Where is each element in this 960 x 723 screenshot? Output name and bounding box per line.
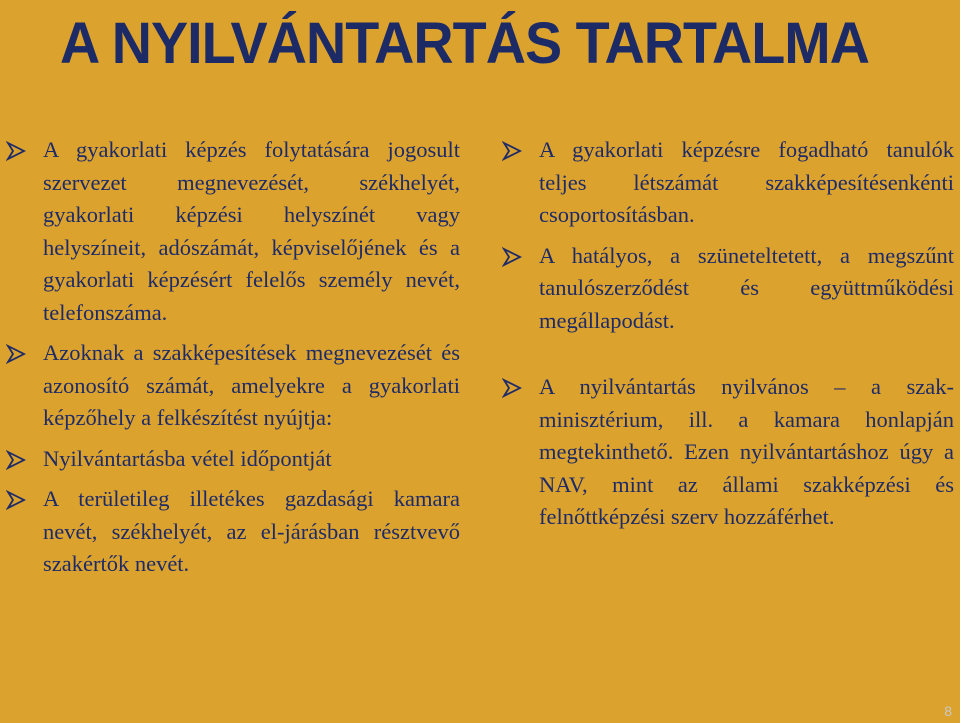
list-item	[6, 483, 460, 581]
list-item-text: A nyilvántartás nyilvános – a szak-minisztérium, ill. a kamara honlapján megtekinthető. Ezen nyilvántartáshoz úgy a NAV, mint az állami szakképzési és felnőttképzési szerv hozzáférhet.	[539, 374, 954, 529]
list-item-text: Nyilvántartásba vétel időpontját	[43, 445, 332, 471]
list-item-text: Azoknak a szakképesítések megnevezését és azonosító számát, amelyekre a gyakorlati képzőhely a felkészítést nyújtja:	[43, 340, 460, 430]
list-item-text: A gyakorlati képzés folytatására jogosult szervezet megnevezését, székhelyét, gyakorlati képzési helyszínét vagy helyszíneit, adószámát, képviselőjének és a gyakorlati képzésért felelős személy nevét, telefonszáma.	[43, 137, 460, 325]
slide-title: A NYILVÁNTARTÁS TARTALMA	[60, 11, 869, 76]
right-column	[502, 134, 954, 534]
arrowhead-bullet-icon	[6, 337, 28, 369]
list-item-text: A gyakorlati képzésre fogadható tanulók teljes létszámát szakképesítésenkénti csoportosításban.	[539, 137, 954, 227]
arrowhead-bullet-icon	[6, 134, 28, 166]
list-item-text: A hatályos, a szüneteltetett, a megszűnt tanulószerződést és együttműködési megállapodást.	[539, 242, 954, 333]
arrowhead-bullet-icon	[502, 240, 524, 272]
list-item-text: A területileg illetékes gazdasági kamara nevét, székhelyét, az el-járásban résztvevő szakértők nevét.	[43, 486, 460, 576]
arrowhead-bullet-icon	[6, 483, 28, 515]
list-item	[502, 371, 954, 534]
arrowhead-bullet-icon	[502, 371, 524, 403]
list-item	[6, 337, 460, 435]
list-item	[502, 134, 954, 232]
arrowhead-bullet-icon	[502, 134, 524, 166]
left-column	[6, 134, 460, 581]
list-item	[502, 240, 954, 338]
list-item	[6, 443, 460, 476]
arrowhead-bullet-icon	[6, 443, 28, 475]
list-item	[6, 134, 460, 329]
page-number: 8	[944, 703, 952, 719]
